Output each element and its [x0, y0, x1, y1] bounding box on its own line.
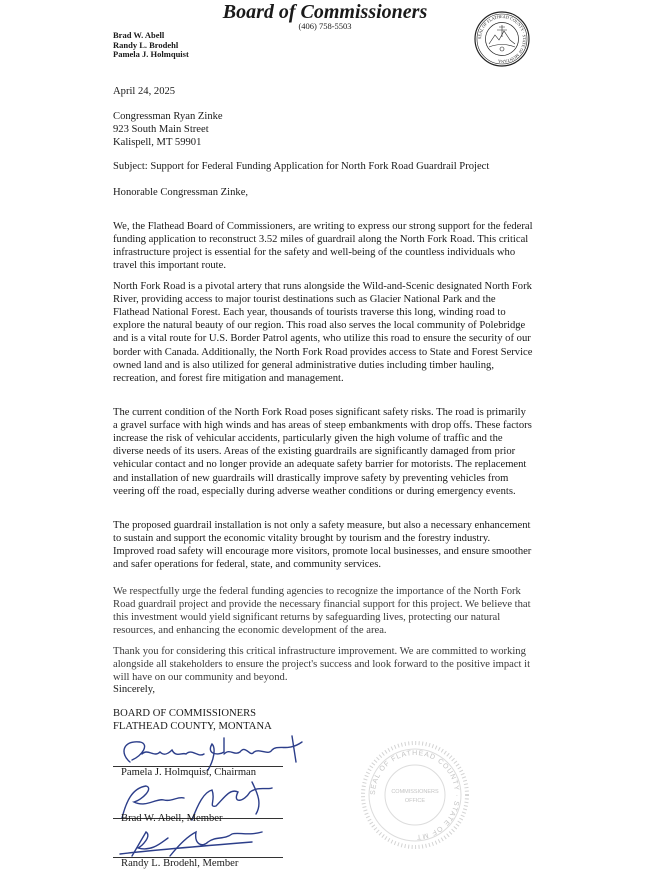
letter-salutation: Honorable Congressman Zinke,: [113, 187, 249, 198]
paragraph: The current condition of the North Fork Road poses significant safety risks. The road is primarily a gravel surface with high winds and has areas of steep embankments with drop offs. These factors increase the risk of vehicular accidents, particularly given the high volume of traffic and the diverse needs of its users. Areas of the existing guardrails are significantly damaged from prior vehicular contact and no longer provide an adequate safety barrier for motorists. The replacement and installation of new guardrails will drastically improve safety by preventing vehicles from veering off the road, especially during adverse weather conditions or during emergency events.: [113, 406, 532, 497]
recipient-address: [113, 110, 533, 150]
letterhead-title: Board of Commissioners: [222, 1, 428, 23]
recipient-city: Kalispell, MT 59901: [113, 137, 202, 149]
paragraph: We respectfully urge the federal funding agencies to recognize the importance of the North Fork Road guardrail project and provide the necessary financial support for this project. We believe that this investment would yield significant returns by safeguarding lives, protecting our natural resources, and enhancing the economic development of the area.: [113, 585, 531, 637]
recipient-street: 923 South Main Street: [113, 124, 209, 136]
paragraph: We, the Flathead Board of Commissioners, are writing to express our strong support for the federal funding application to reconstruct 3.52 miles of guardrail along the North Fork Road. This critical infrastructure project is essential for the safety and well-being of the countless individuals who travel this important route.: [113, 220, 533, 272]
signatory-name: Randy L. Brodehl, Member: [121, 858, 239, 869]
paragraph: Thank you for considering this critical infrastructure improvement. We are committed to working alongside all stakeholders to ensure the project's success and look forward to the positive impact it will have on our community and beyond.: [113, 645, 531, 683]
commissioner-name: Brad W. Abell: [113, 30, 165, 40]
letter-date: April 24, 2025: [113, 86, 176, 97]
county-seal-icon: [474, 11, 530, 67]
letterhead-phone: (406) 758-5503: [298, 21, 352, 31]
svg-text:OFFICE: OFFICE: [404, 798, 426, 804]
embossed-office-seal-icon: [360, 740, 470, 850]
letter-closing: Sincerely,: [113, 684, 155, 695]
recipient-name: Congressman Ryan Zinke: [113, 111, 223, 122]
svg-text:COMMISSIONERS: COMMISSIONERS: [391, 789, 439, 795]
svg-text:SEAL OF FLATHEAD COUNTY · STAT: SEAL OF FLATHEAD COUNTY · STATE OF MONTANA: [476, 13, 528, 65]
paragraph: The proposed guardrail installation is not only a safety measure, but also a necessary enhancement to sustain and support the economic vitality brought by tourism and the forestry industry. Improved road safety will encourage more visitors, promote local businesses, and ensure smoother and safer operations for federal, state, and community services.: [113, 519, 532, 571]
signatory-name: Pamela J. Holmquist, Chairman: [121, 767, 257, 778]
commissioner-name: Randy L. Brodehl: [113, 39, 179, 50]
letterhead-commissioners: [113, 31, 189, 60]
commissioner-name: Pamela J. Holmquist: [113, 49, 189, 59]
letter-subject: Subject: Support for Federal Funding Application for North Fork Road Guardrail Project: [113, 161, 490, 172]
signing-organization: [113, 707, 533, 733]
paragraph: North Fork Road is a pivotal artery that runs alongside the Wild-and-Scenic designated North Fork River, providing access to major tourist destinations such as Glacier National Park and the Flathead National Forest. Each year, thousands of tourists traverse this long, winding road to explore the natural beauty of our region. This road also serves the local community of Polebridge and is a vital route for U.S. Border Patrol agents, who utilize this road to ensure the security of our border with Canada. Additionally, the North Fork Road provides access to State and Forest Service owned land and is also utilized for general administrative duties including timber hauling, recreation, and forest fire mitigation and management.: [113, 280, 533, 385]
organization-line: BOARD OF COMMISSIONERS: [113, 708, 257, 719]
signatory-name: Brad W. Abell, Member: [121, 813, 223, 824]
signature-brodehl-icon: [112, 826, 272, 860]
svg-text:SEAL OF FLATHEAD COUNTY · STAT: SEAL OF FLATHEAD COUNTY · STATE OF MT: [369, 749, 461, 841]
organization-line: FLATHEAD COUNTY, MONTANA: [113, 721, 272, 733]
